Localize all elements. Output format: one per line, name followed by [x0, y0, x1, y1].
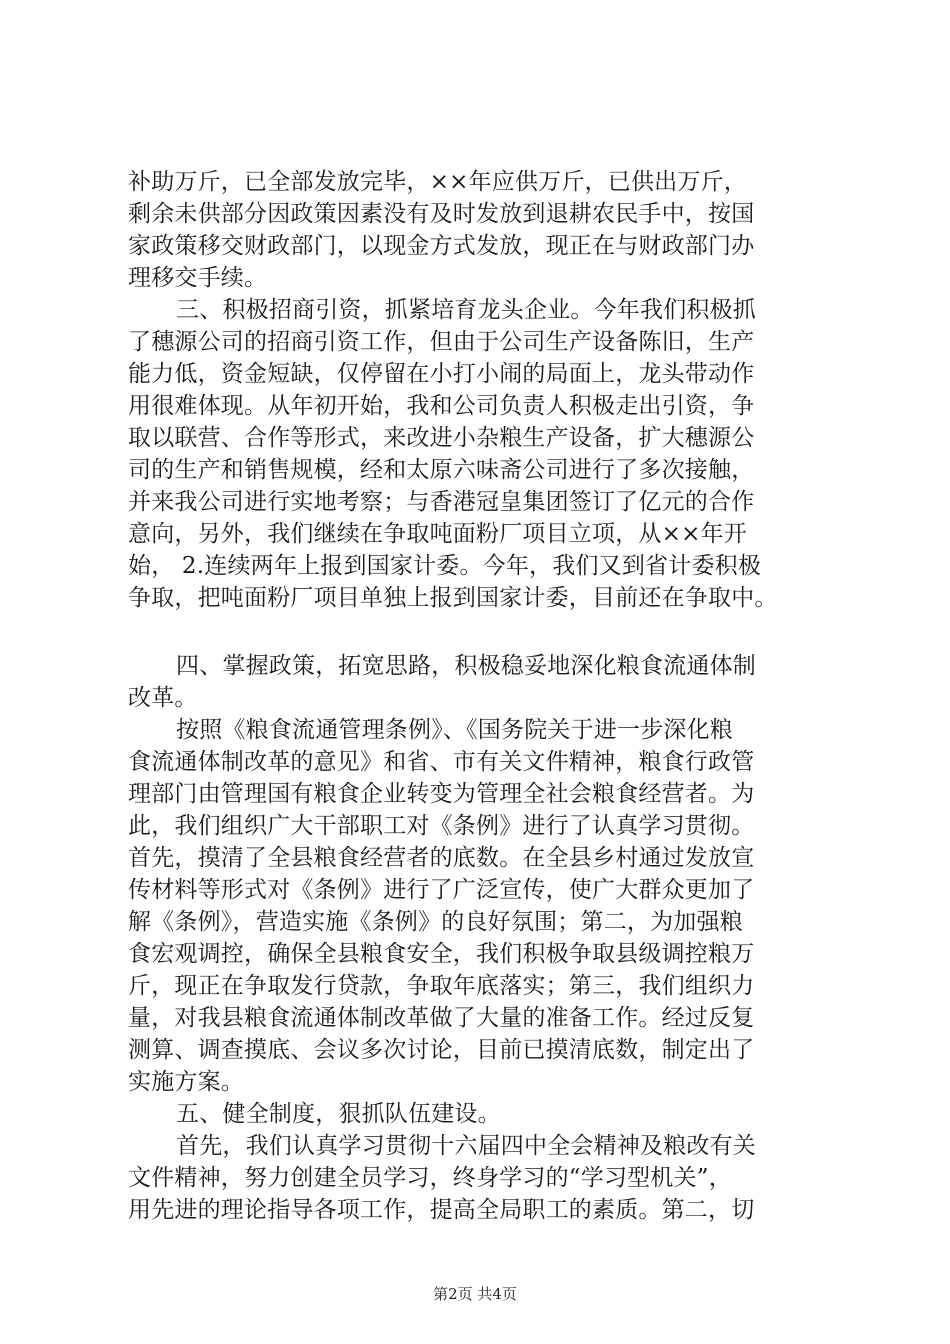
- text-line: 能力低，资金短缺，仅停留在小打小闹的局面上，龙头带动作: [128, 361, 755, 387]
- paragraph-gap: [128, 614, 848, 650]
- text-line: 文件精神，努力创建全员学习，终身学习的“学习型机关”，: [128, 1165, 732, 1191]
- text-line: 实施方案。: [128, 1069, 244, 1095]
- text-line: 首先，我们认真学习贯彻十六届四中全会精神及粮改有关: [176, 1133, 756, 1159]
- text-line: 首先，摸清了全县粮食经营者的底数。在全县乡村通过发放宣: [128, 845, 755, 871]
- text-line: 改革。: [128, 685, 198, 711]
- text-line: 食宏观调控，确保全县粮食安全，我们积极争取县级调控粮万: [128, 941, 755, 967]
- text-line: 传材料等形式对《条例》进行了广泛宣传，使广大群众更加了: [128, 877, 755, 903]
- section-heading-three: 三、积极招商引资，抓紧培育龙头企业。今年我们积极抓: [176, 297, 756, 323]
- text-line: 意向，另外，我们继续在争取吨面粉厂项目立项，从××年开: [128, 521, 747, 547]
- text-line: 解《条例》，营造实施《条例》的良好氛围；第二，为加强粮: [128, 909, 743, 935]
- text-line: 取以联营、合作等形式，来改进小杂粮生产设备，扩大穗源公: [128, 425, 755, 451]
- section-heading-five: 五、健全制度，狠抓队伍建设。: [176, 1101, 501, 1127]
- document-body: [128, 166, 848, 1226]
- text-line: 理部门由管理国有粮食企业转变为管理全社会粮食经营者。为: [128, 781, 755, 807]
- text-line: 补助万斤，已全部发放完毕，××年应供万斤，已供出万斤，: [128, 169, 747, 195]
- text-line: 并来我公司进行实地考察；与香港冠皇集团签订了亿元的合作: [128, 489, 755, 515]
- text-line: 剩余未供部分因政策因素没有及时发放到退耕农民手中，按国: [128, 201, 755, 227]
- text-line: 用很难体现。从年初开始，我和公司负责人积极走出引资，争: [128, 393, 755, 419]
- text-line: 争取，把吨面粉厂项目单独上报到国家计委，目前还在争取中。: [128, 585, 778, 611]
- text-line: 家政策移交财政部门，以现金方式发放，现正在与财政部门办: [128, 233, 755, 259]
- text-line: 了穗源公司的招商引资工作，但由于公司生产设备陈旧，生产: [128, 329, 755, 355]
- text-line: 按照《粮食流通管理条例》、《国务院关于进一步深化粮: [176, 717, 733, 743]
- section-heading-four: 四、掌握政策，拓宽思路，积极稳妥地深化粮食流通体制: [176, 653, 756, 679]
- text-line: 食流通体制改革的意见》和省、市有关文件精神，粮食行政管: [128, 749, 755, 775]
- text-line: 用先进的理论指导各项工作，提高全局职工的素质。第二，切: [128, 1197, 755, 1223]
- text-line: 司的生产和销售规模，经和太原六味斋公司进行了多次接触，: [128, 457, 755, 483]
- text-line: 此，我们组织广大干部职工对《条例》进行了认真学习贯彻。: [128, 813, 755, 839]
- text-line: 理移交手续。: [128, 265, 268, 291]
- page-number-footer: 第2页 共4页: [433, 1285, 517, 1303]
- text-line: 始， 2.连续两年上报到国家计委。今年，我们又到省计委积极: [128, 553, 762, 579]
- text-line: 测算、调查摸底、会议多次讨论，目前已摸清底数，制定出了: [128, 1037, 755, 1063]
- text-line: 量，对我县粮食流通体制改革做了大量的准备工作。经过反复: [128, 1005, 755, 1031]
- text-line: 斤，现正在争取发行贷款，争取年底落实；第三，我们组织力: [128, 973, 755, 999]
